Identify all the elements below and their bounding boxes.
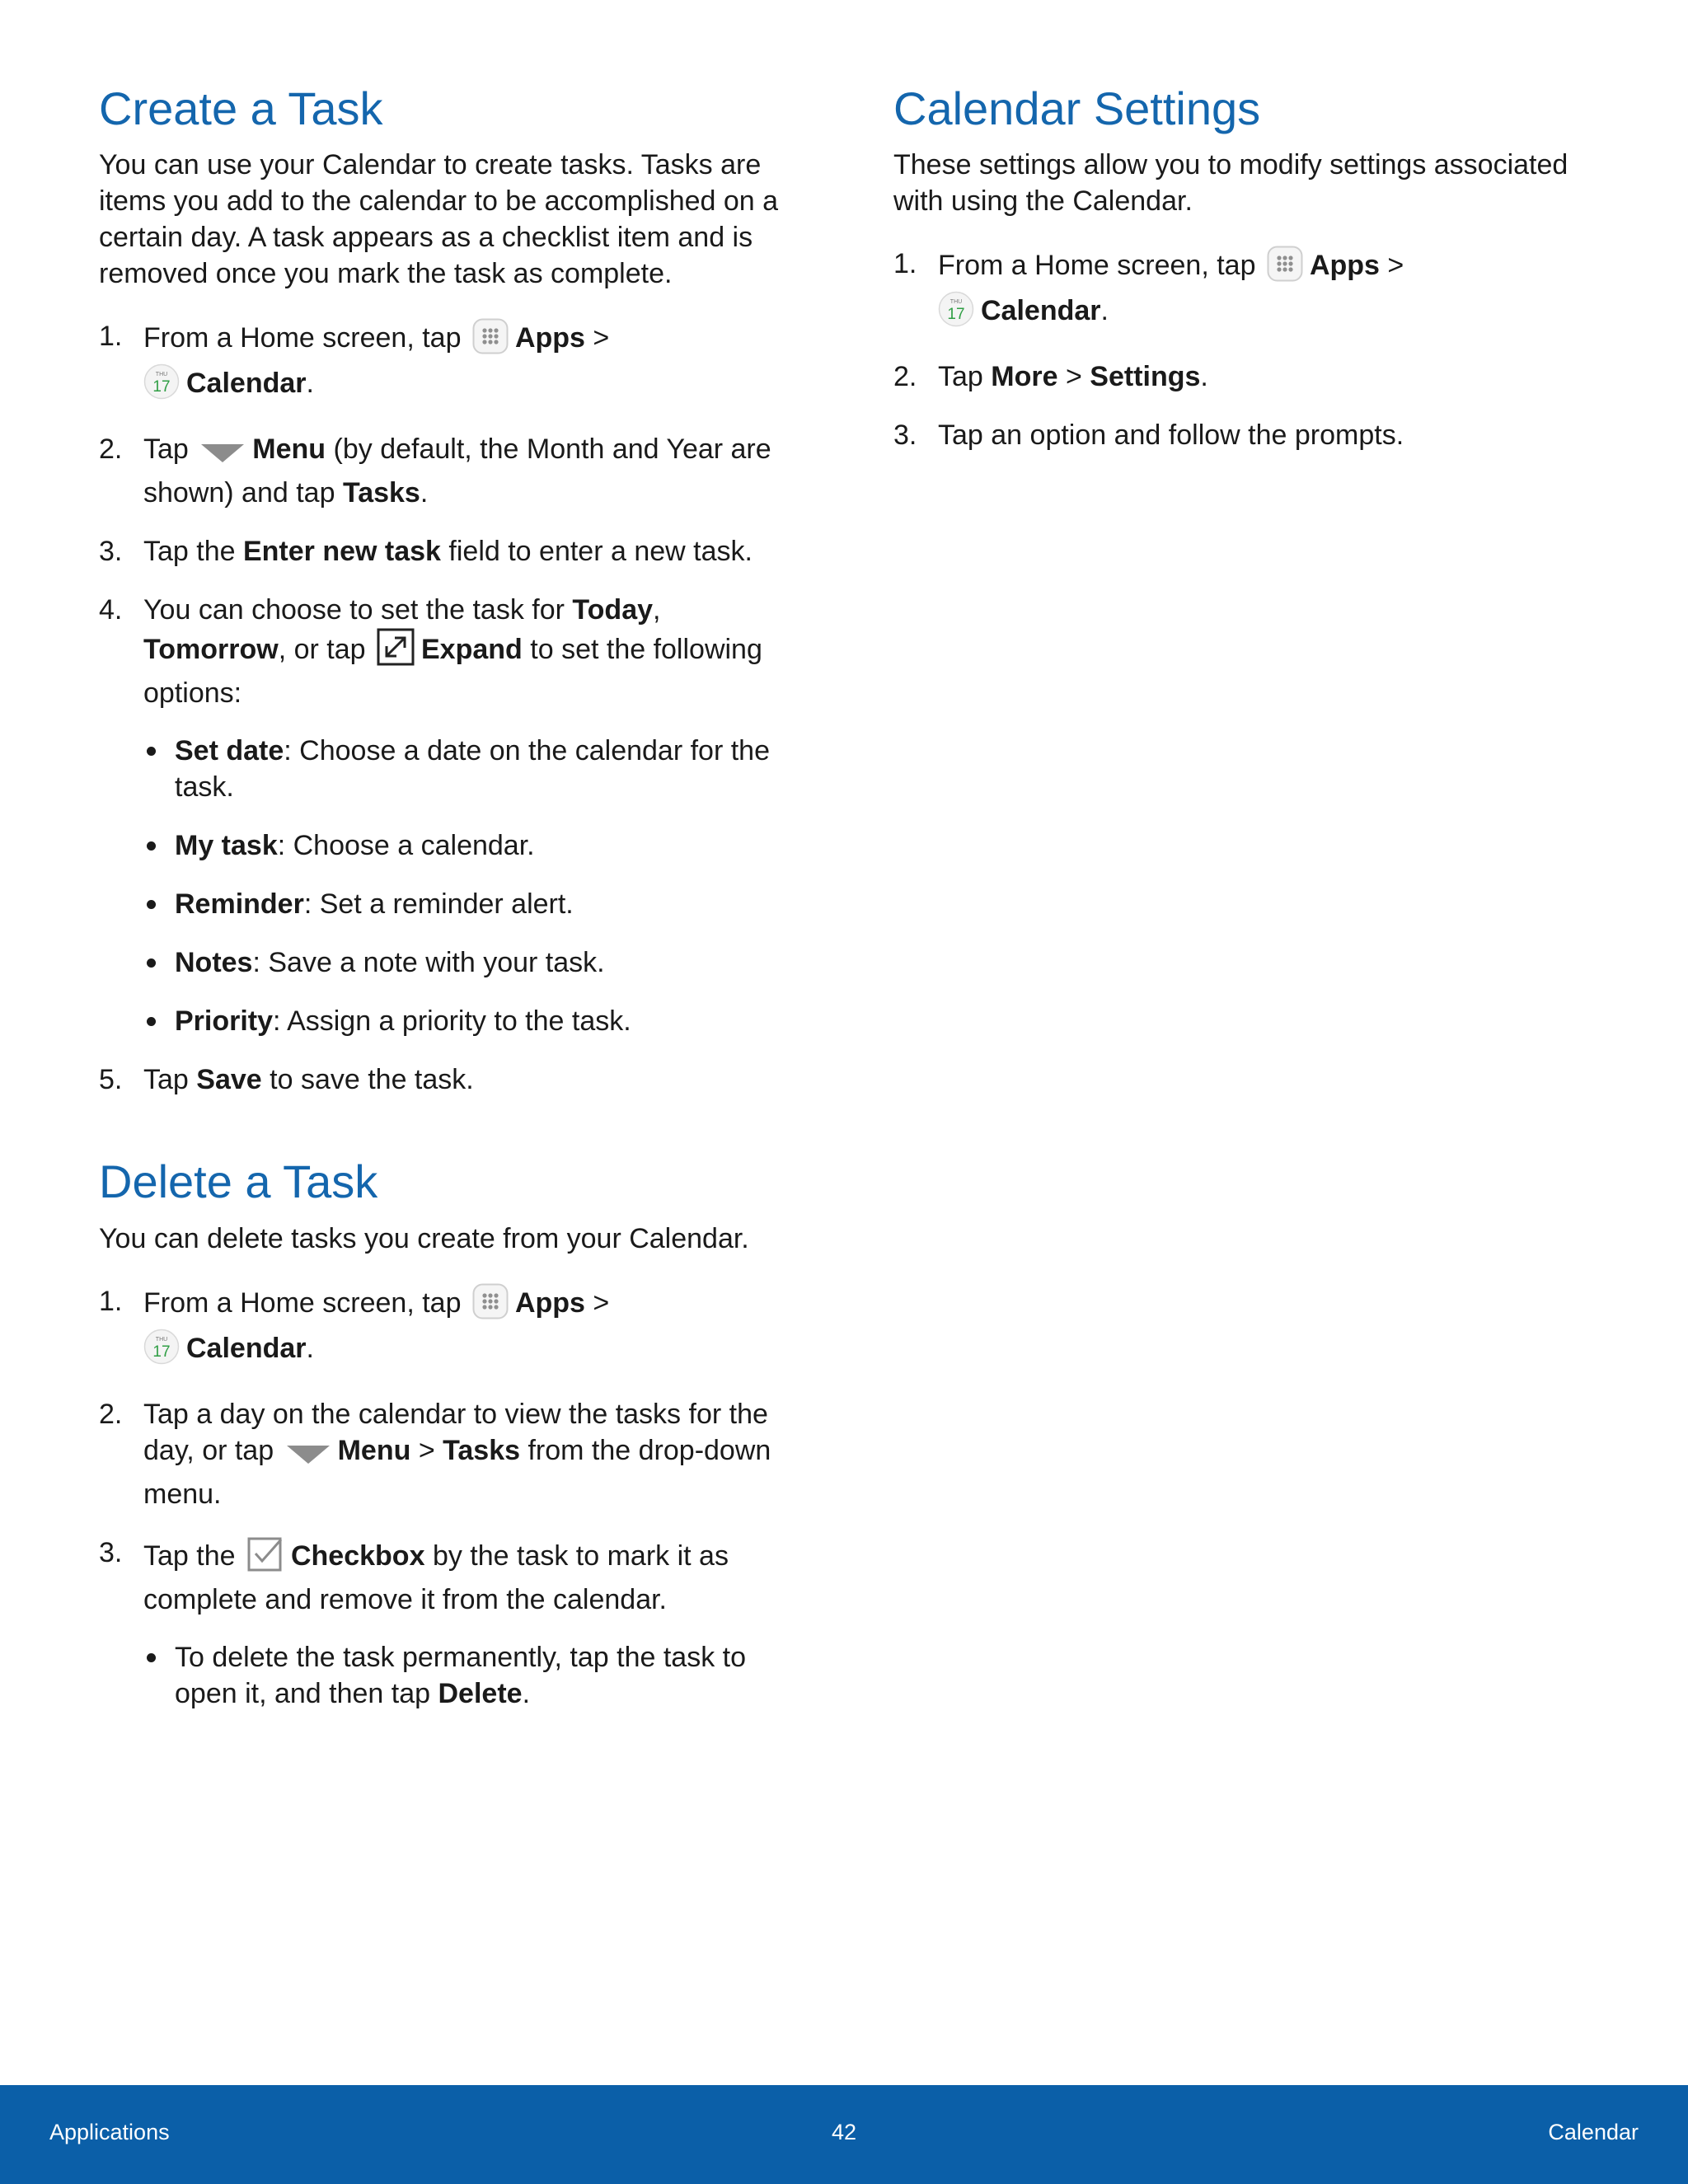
save-label: Save <box>196 1064 262 1096</box>
step-text: to save the task. <box>270 1064 474 1096</box>
calendar-label: Calendar <box>186 1332 307 1364</box>
option-text: : Choose a date on the calendar for the task. <box>175 735 771 804</box>
delete-step-2 <box>99 1396 808 1512</box>
calendar-settings-heading: Calendar Settings <box>893 82 1261 134</box>
footer-section-name: Applications <box>49 2120 170 2144</box>
tomorrow-label: Tomorrow <box>143 634 279 666</box>
option-label: Set date <box>175 735 284 767</box>
menu-dropdown-icon <box>199 438 246 475</box>
step-text: From a Home screen, tap <box>938 250 1256 282</box>
calendar-icon-date: 17 <box>152 378 171 396</box>
page-footer <box>0 2085 1688 2184</box>
punctuation: . <box>420 477 429 509</box>
separator: > <box>1387 250 1404 282</box>
step-number: 5. <box>99 1064 123 1096</box>
menu-label: Menu <box>337 1434 411 1466</box>
step-number: 1. <box>99 1285 123 1317</box>
calendar-label: Calendar <box>186 368 307 400</box>
option-label: Notes <box>175 947 253 979</box>
create-step-3 <box>99 533 808 569</box>
step-number: 3. <box>99 536 123 568</box>
calendar-icon-day: THU <box>950 299 963 306</box>
option-text: : Set a reminder alert. <box>303 888 574 921</box>
create-step-2 <box>99 431 808 511</box>
enter-new-task-label: Enter new task <box>242 536 441 568</box>
step-text: to set the following options: <box>143 634 762 710</box>
step-text: Tap <box>143 1064 189 1096</box>
delete-task-intro: You can delete tasks you create from your Calendar. <box>99 1222 749 1254</box>
option-text: : Save a note with your task. <box>252 947 605 979</box>
tasks-label: Tasks <box>342 477 420 509</box>
expand-label: Expand <box>421 634 523 666</box>
step-number: 3. <box>893 419 917 452</box>
punctuation: . <box>1200 361 1208 393</box>
more-label: More <box>991 361 1058 393</box>
calendar-icon-day: THU <box>155 372 168 378</box>
calendar-settings-steps <box>893 246 1602 453</box>
option-text: : Assign a priority to the task. <box>273 1005 631 1038</box>
step-number: 1. <box>99 321 123 353</box>
note-text: To delete the task permanently, tap the task to open it, and then tap <box>175 1641 746 1709</box>
step-text: Tap the <box>143 536 236 568</box>
option-label: My task <box>175 830 278 862</box>
tasks-label: Tasks <box>443 1434 521 1466</box>
page-number: 42 <box>831 2120 857 2144</box>
step-text: Tap the <box>143 1540 236 1572</box>
create-task-intro: You can use your Calendar to create tasks. Tasks are items you add to the calendar to be accomplished on a certain day. A task appears as a checklist item and is removed once you mark the task as complete. <box>99 149 779 290</box>
checkbox-icon <box>246 1535 284 1582</box>
option-label: Priority <box>175 1005 274 1038</box>
delete-permanently-note <box>143 1639 808 1712</box>
today-label: Today <box>572 594 654 626</box>
settings-label: Settings <box>1090 361 1201 393</box>
apps-label: Apps <box>514 1286 585 1319</box>
option-notes <box>143 944 808 981</box>
left-column <box>99 82 808 1734</box>
calendar-icon <box>938 291 974 336</box>
create-step-1 <box>99 318 808 409</box>
separator: > <box>1065 361 1082 393</box>
step-text: from the drop-down menu. <box>143 1434 771 1510</box>
delete-step-3 <box>99 1535 808 1712</box>
calendar-settings-intro: These settings allow you to modify settings associated with using the Calendar. <box>893 149 1568 218</box>
delete-sub-list <box>143 1639 808 1712</box>
option-set-date <box>143 733 808 805</box>
step-text: From a Home screen, tap <box>143 1286 462 1319</box>
option-my-task <box>143 827 808 864</box>
step-text: Tap an option and follow the prompts. <box>938 419 1404 452</box>
right-column <box>893 82 1602 476</box>
step-number: 2. <box>99 434 123 466</box>
option-priority <box>143 1003 808 1039</box>
step-text: field to enter a new task. <box>448 536 753 568</box>
option-label: Reminder <box>175 888 304 921</box>
step-text: (by default, the Month and Year are shown) and tap <box>143 434 771 509</box>
option-reminder <box>143 886 808 922</box>
punctuation: . <box>522 1677 531 1709</box>
create-task-heading: Create a Task <box>99 82 383 134</box>
apps-icon <box>472 1283 509 1329</box>
task-options-list <box>143 733 808 1039</box>
step-text: Tap <box>143 434 189 466</box>
step-number: 2. <box>99 1398 123 1430</box>
separator: > <box>593 1286 610 1319</box>
separator: > <box>593 322 610 354</box>
punctuation: . <box>1100 295 1109 327</box>
step-number: 1. <box>893 248 917 280</box>
calendar-icon <box>143 363 180 409</box>
delete-task-heading: Delete a Task <box>99 1155 378 1208</box>
create-task-steps <box>99 318 808 1098</box>
apps-label: Apps <box>1309 250 1380 282</box>
step-text: , or tap <box>278 634 366 666</box>
settings-step-3 <box>893 417 1602 453</box>
apps-label: Apps <box>514 322 585 354</box>
calendar-label: Calendar <box>981 295 1101 327</box>
checkbox-label: Checkbox <box>290 1540 425 1572</box>
apps-icon <box>472 318 509 363</box>
expand-icon <box>377 628 415 675</box>
calendar-icon-date: 17 <box>947 306 965 324</box>
punctuation: . <box>306 368 314 400</box>
step-text: You can choose to set the task for <box>143 594 565 626</box>
separator: > <box>418 1434 435 1466</box>
apps-icon <box>1267 246 1303 291</box>
settings-step-1 <box>893 246 1602 336</box>
step-text: Tap <box>938 361 983 393</box>
step-text: Tap a day on the calendar to view the tasks for the day, or tap <box>143 1398 768 1466</box>
step-text: by the task to mark it as complete and remove it from the calendar. <box>143 1540 729 1615</box>
calendar-icon-date: 17 <box>152 1343 171 1361</box>
delete-step-1 <box>99 1283 808 1374</box>
punctuation: . <box>306 1332 314 1364</box>
step-number: 2. <box>893 361 917 393</box>
settings-step-2 <box>893 359 1602 395</box>
option-text: : Choose a calendar. <box>277 830 535 862</box>
create-step-4 <box>99 592 808 1039</box>
calendar-icon <box>143 1329 180 1374</box>
step-text: From a Home screen, tap <box>143 322 462 354</box>
delete-label: Delete <box>438 1677 523 1709</box>
step-number: 3. <box>99 1536 123 1568</box>
punctuation: , <box>653 594 661 626</box>
calendar-icon-day: THU <box>155 1336 168 1343</box>
menu-dropdown-icon <box>285 1440 331 1476</box>
step-number: 4. <box>99 594 123 626</box>
create-step-5 <box>99 1062 808 1098</box>
delete-task-steps <box>99 1283 808 1712</box>
footer-chapter-name: Calendar <box>1548 2120 1639 2144</box>
menu-label: Menu <box>252 434 326 466</box>
